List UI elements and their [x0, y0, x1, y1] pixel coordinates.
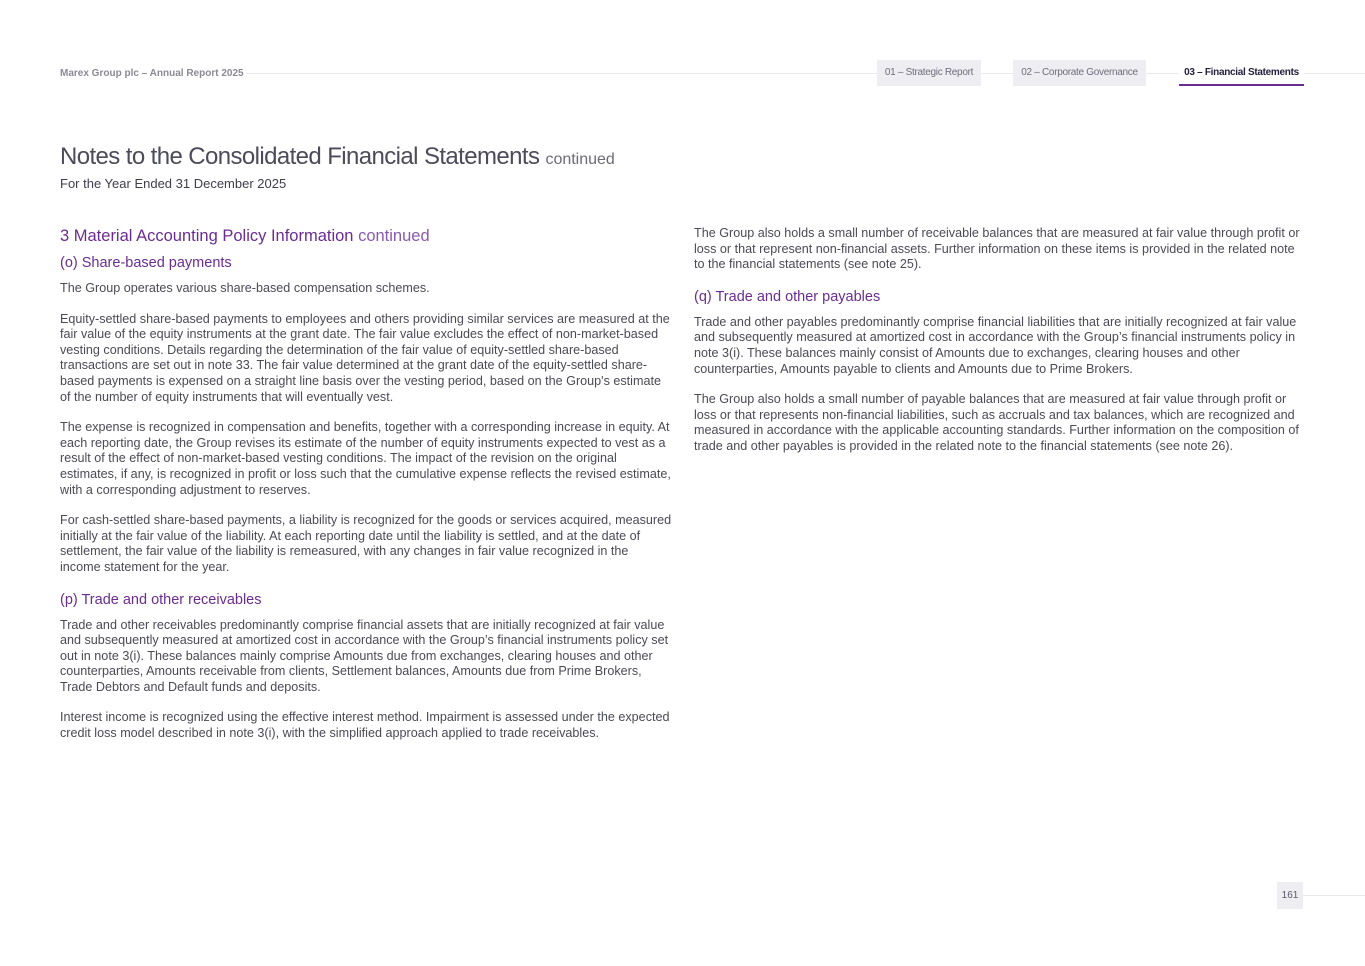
- paragraph: The expense is recognized in compensation and benefits, together with a corresponding increase in equity. At each reporting date, the Group revises its estimate of the number of equity instruments expected to vest as a result of the effect of non-market-based vesting conditions. The impact of the revision on the original estimates, if any, is recognized in profit or loss such that the cumulative expense reflects the revised estimate, with a corresponding adjustment to reserves.: [60, 420, 671, 497]
- paragraph: Trade and other payables predominantly comprise financial liabilities that are initially recognized at fair value and subsequently measured at amortized cost in accordance with the Group’s financial instruments policy in note 3(i). These balances mainly consist of Amounts due to exchanges, clearing houses and other counterparties, Amounts payable to clients and Amounts due to Prime Brokers.: [694, 314, 1297, 376]
- tab-strategic-report[interactable]: 01 – Strategic Report: [877, 60, 981, 86]
- footer-divider: [1303, 895, 1365, 896]
- page-subtitle: For the Year Ended 31 December 2025: [60, 176, 287, 191]
- page-number: 161: [1277, 882, 1303, 909]
- tab-corporate-governance[interactable]: 02 – Corporate Governance: [1013, 60, 1146, 86]
- right-column: [694, 226, 1306, 470]
- section-title-suffix: continued: [358, 227, 430, 245]
- paragraph: The Group also holds a small number of receivable balances that are measured at fair value through profit or loss or that represent non-financial assets. Further information on these items is provided in the related note to the financial statements (see note 25).: [694, 226, 1300, 272]
- paragraph: For cash-settled share-based payments, a liability is recognized for the goods or services acquired, measured initially at the fair value of the liability. At each reporting date until the liability is settled, and at the date of settlement, the fair value of the liability is remeasured, with any changes in fair value recognized in the income statement for the year.: [60, 513, 672, 574]
- paragraph: Interest income is recognized using the effective interest method. Impairment is assessed under the expected credit loss model described in note 3(i), with the simplified approach applied to trade receivables.: [60, 710, 670, 741]
- paragraph: The Group also holds a small number of payable balances that are measured at fair value through profit or loss or that represents non-financial liabilities, such as accruals and tax balances, which are recognized and measured in accordance with the applicable accounting standards. Further information on the composition of trade and other payables is provided in the related note to the financial statements (see note 26).: [694, 392, 1299, 453]
- page-title-text: Notes to the Consolidated Financial Statements: [60, 143, 540, 170]
- subsection-title-p: (p) Trade and other receivables: [60, 591, 262, 608]
- page-title-suffix: continued: [545, 151, 615, 168]
- paragraph: Trade and other receivables predominantly comprise financial assets that are initially recognized at fair value and subsequently measured at amortized cost in accordance with the Group’s financial instruments policy set out in note 3(i). These balances mainly comprise Amounts due from exchanges, clearing houses and other counterparties, Amounts receivable from clients, Settlement balances, Amounts due from Prime Brokers, Trade Debtors and Default funds and deposits.: [60, 617, 669, 694]
- tab-financial-statements[interactable]: 03 – Financial Statements: [1179, 60, 1304, 86]
- subsection-title-q: (q) Trade and other payables: [694, 288, 881, 305]
- paragraph: The Group operates various share-based compensation schemes.: [60, 281, 430, 295]
- section-title: [60, 226, 672, 246]
- section-title-text: 3 Material Accounting Policy Information: [60, 227, 354, 245]
- paragraph: Equity-settled share-based payments to employees and others providing similar services are measured at the fair value of the equity instruments at the grant date. The fair value excludes the effect of non-market-based vesting conditions. Details regarding the determination of the fair value of equity-settled share-based transactions are set out in note 33. The fair value determined at the grant date of the equity-settled share-based payments is expensed on a straight line basis over the vesting period, based on the Group's estimate of the number of equity instruments that will eventually vest.: [60, 311, 670, 404]
- page-title: [60, 143, 615, 171]
- report-name: Marex Group plc – Annual Report 2025: [60, 68, 244, 79]
- left-column: [60, 226, 672, 757]
- subsection-title-o: (o) Share-based payments: [60, 255, 232, 271]
